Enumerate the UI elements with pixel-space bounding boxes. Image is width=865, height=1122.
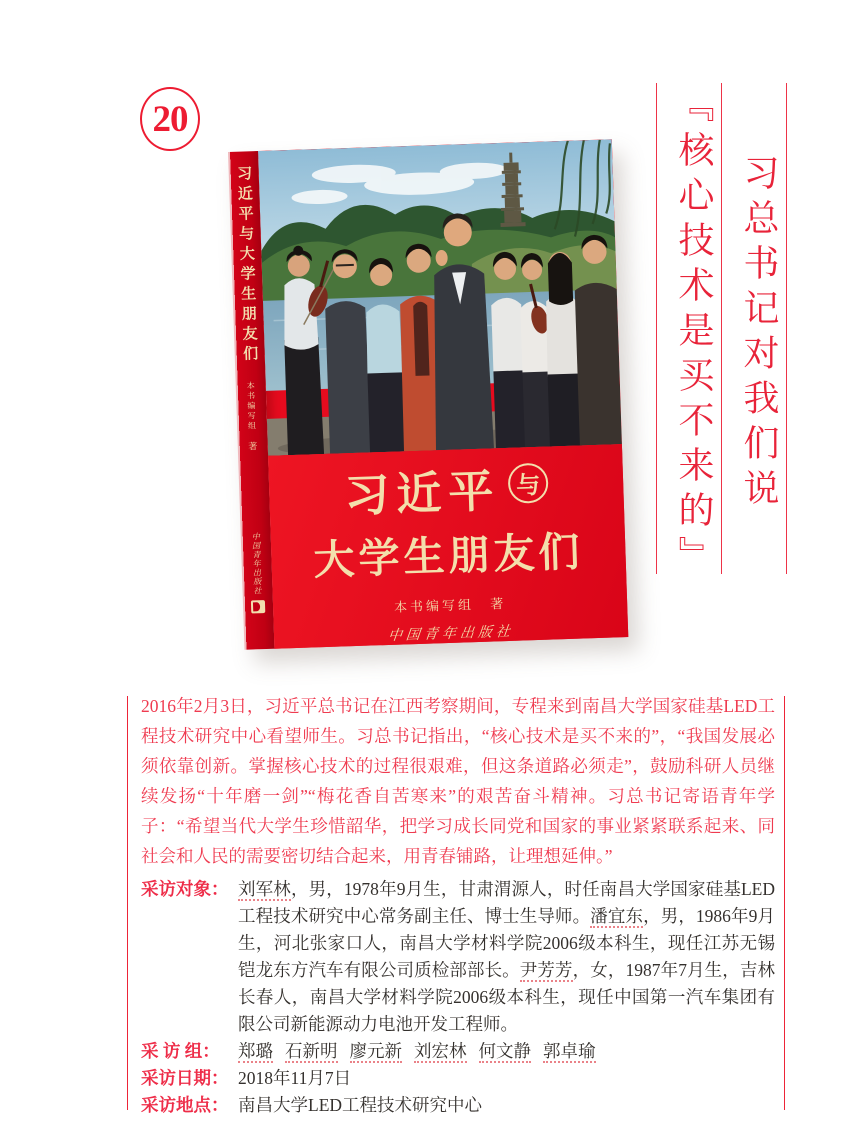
group-member-name: 刘宏林 <box>414 1041 467 1061</box>
cover-title-line1 <box>343 453 549 525</box>
subject-desc: ，男，1978年9月生，甘肃渭源人，时任南昌大学国家硅基LED工程技术研究中心常务副主任、博士生导师。 <box>238 879 776 926</box>
date-value: 2018年11月7日 <box>238 1068 352 1088</box>
cover-title-particle-circle: 与 <box>507 462 548 503</box>
spine-author: 本书编写组 <box>246 381 257 432</box>
page-number-badge <box>140 87 200 151</box>
date-label: 采访日期： <box>141 1068 229 1088</box>
interview-location-row <box>141 1092 775 1119</box>
group-label: 采 访 组： <box>141 1041 220 1061</box>
group-member-name: 郭卓瑜 <box>543 1041 596 1061</box>
cover-author <box>394 593 507 616</box>
subject-name: 尹芳芳 <box>519 960 573 980</box>
group-member-name: 石新明 <box>285 1041 338 1061</box>
location-value: 南昌大学LED工程技术研究中心 <box>238 1095 483 1115</box>
book-front-cover <box>258 139 628 648</box>
spine-title: 习近平与大学生朋友们 <box>234 165 258 366</box>
cover-publisher: 中国青年出版社 <box>387 624 515 644</box>
painting-scene-illustration <box>258 139 622 456</box>
headline-column-quote: 『核心技术是买不来的』 <box>674 86 714 581</box>
spine-publisher: 中国青年出版社 <box>251 532 263 596</box>
group-member-name: 郑璐 <box>238 1041 273 1061</box>
group-member-name: 何文静 <box>478 1041 531 1061</box>
info-block-rule-left <box>127 696 128 1110</box>
spine-author-suffix: 著 <box>248 441 258 452</box>
subjects-value <box>238 876 775 1038</box>
cover-title-main: 习近平 <box>343 466 502 522</box>
subject-desc: ，女，1987年7月生，吉林长春人，南昌大学材料学院2006级本科生，现任中国第一汽车集团有限公司新能源动力电池开发工程师。 <box>238 960 776 1034</box>
cover-title-line2: 大学生朋友们 <box>312 528 585 584</box>
group-member-name: 廖元新 <box>349 1041 402 1061</box>
interview-meta <box>141 876 775 1119</box>
cover-title-band <box>268 444 628 649</box>
headline-column-primary: 习总书记对我们说 <box>739 153 779 514</box>
book-cover <box>228 139 628 649</box>
page-number: 20 <box>152 98 188 140</box>
subject-name: 刘军林 <box>238 879 291 899</box>
cover-author-name: 本书编写组 <box>393 597 475 615</box>
interview-group-row <box>141 1038 775 1065</box>
cover-painting <box>258 139 622 456</box>
interview-subjects-row <box>141 876 775 1038</box>
location-label: 采访地点： <box>141 1095 229 1115</box>
headline-rule-right <box>786 83 787 574</box>
cover-author-suffix: 著 <box>490 596 507 612</box>
intro-paragraph: 2016年2月3日，习近平总书记在江西考察期间，专程来到南昌大学国家硅基LED工程技术研究中心看望师生。习总书记指出，“核心技术是买不来的”，“我国发展必须依靠创新。掌握核心技术的过程很艰难，但这条道路必须走”，鼓励科研人员继续发扬“十年磨一剑”“梅花香自苦寒来”的艰苦奋斗精神。习总书记寄语青年学子：“希望当代大学生珍惜韶华，把学习成长同党和国家的事业紧紧联系起来、同社会和人民的需要密切结合起来，用青春铺路，让理想延伸。” <box>141 696 775 866</box>
subjects-label: 采访对象： <box>141 879 229 899</box>
interview-date-row <box>141 1065 775 1092</box>
subject-name: 潘宜东 <box>590 906 644 926</box>
subject-desc: ，男，1986年9月生，河北张家口人，南昌大学材料学院2006级本科生，现任江苏无锡铠龙东方汽车有限公司质检部部长。 <box>238 906 776 980</box>
publisher-logo-icon <box>251 600 265 613</box>
group-value <box>238 1038 775 1065</box>
info-block-rule-right <box>784 696 785 1110</box>
